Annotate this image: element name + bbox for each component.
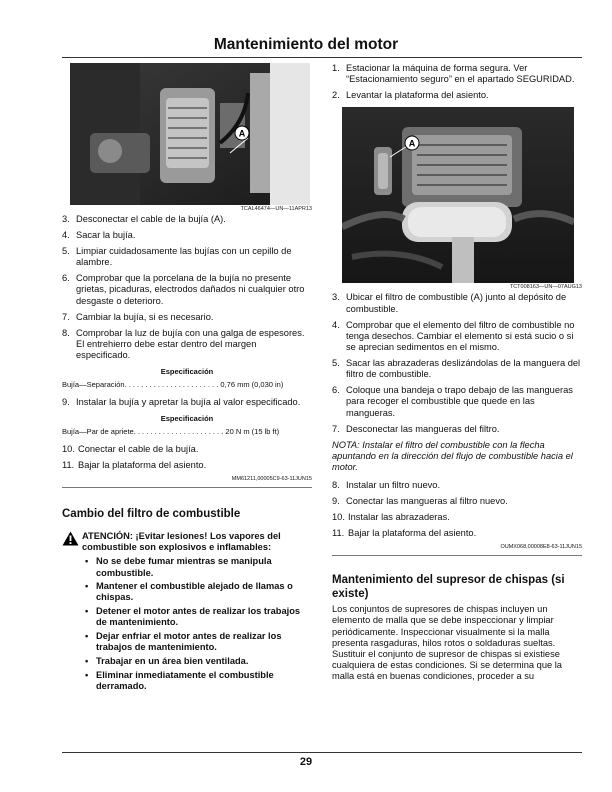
note-text: NOTA: Instalar el filtro del combustible con la flecha apuntando en la dirección del flujo de combustible hacia el motor. [332,439,573,473]
steps-list [62,444,312,471]
steps-list [332,63,582,101]
list-item: 2. Levantar la plataforma del asiento. [332,90,489,101]
list-item: 11. Bajar la plataforma del asiento. [62,460,207,471]
spec-row-gap: Bujía—Separación. . . . . . . . . . . . . . . . . . . . . . . 0,76 mm (0,030 in) [62,380,284,390]
list-item: 5. Limpiar cuidadosamente las bujías con un cepillo de alambre. [62,246,292,268]
list-item: • Trabajar en un área bien ventilada. [85,655,249,666]
page-number: 29 [299,756,313,768]
reference-code: MM61211,00005C9-63-11JUN15 [231,476,312,483]
list-item: 4. Sacar la bujía. [62,230,136,240]
body-paragraph: Los conjuntos de supresores de chispas incluyen un elemento de malla que se debe inspeccionar y limpiar periódicamente. Inspeccionar visualmente si la malla presenta rasgaduras, hilos rotos o soldaduras sueltas. Sustituir el conjunto de supresor de chispas si existiese cualquiera de estas condiciones. Si se determina que la malla está en buenas condiciones, proceder a su [332,604,562,682]
list-item: 5. Sacar las abrazaderas deslizándolas de la manguera del filtro de combustible. [332,358,581,380]
left-column [62,63,312,695]
list-item: 7. Desconectar las mangueras del filtro. [332,423,500,434]
footer-rule [62,752,582,753]
page-title: Mantenimiento del motor [213,36,399,53]
list-item: 9. Instalar la bujía y apretar la bujía al valor especificado. [62,397,301,408]
list-item: 1. Estacionar la máquina de forma segura. Ver “Estacionamiento seguro” en el apartado SEGURIDAD. [332,63,575,85]
fuel-filter-photo [342,107,574,283]
section-title-fuel-filter: Cambio del filtro de combustible [62,508,241,521]
svg-text:A: A [408,138,416,149]
warning-heading: ATENCIÓN: ¡Evitar lesiones! Los vapores del combustible son explosivos e inflamables: [82,530,281,553]
header-rule [62,57,582,58]
list-item: • Dejar enfriar el motor antes de realizar los trabajos de mantenimiento. [85,631,282,653]
list-item: 3. Desconectar el cable de la bujía (A). [62,214,226,224]
steps-list [332,292,582,434]
steps-list [332,480,582,539]
list-item: 11. Bajar la plataforma del asiento. [332,528,477,539]
spark-plug-photo [70,63,310,205]
list-item: • No se debe fumar mientras se manipula combustible. [85,556,272,578]
list-item: 10. Instalar las abrazaderas. [332,512,450,523]
list-item: • Detener el motor antes de realizar los trabajos de mantenimiento. [85,606,301,628]
section-divider [332,555,582,556]
list-item: 8. Comprobar la luz de bujía con una galga de espesores. El entrehierro debe estar dentro del margen especificado. [62,327,305,361]
photo-caption: TCAL46474—UN—11APR13 [240,206,312,212]
spec-row-torque: Bujía—Par de apriete. . . . . . . . . . . . . . . . . . . . . . 20 N m (15 lb ft) [62,427,280,437]
engine-photo-illustration [342,107,574,283]
steps-list [62,214,312,361]
list-item: 8. Instalar un filtro nuevo. [332,480,441,491]
list-item: 9. Conectar las mangueras al filtro nuevo. [332,496,508,507]
reference-code: OUMX068,00008E8-63-11JUN15 [500,544,582,551]
warning-triangle-icon [62,531,82,695]
engine-photo-illustration [70,63,310,205]
steps-list [62,397,312,408]
section-divider [62,487,312,488]
list-item: 10. Conectar el cable de la bujía. [62,444,199,455]
warning-bullets [82,556,312,692]
list-item: 6. Comprobar que la porcelana de la bujía no presente grietas, picaduras, electrodos dañados ni cualquier otro desgaste o deterioro. [62,273,305,306]
spec-heading: Especificación [160,414,214,424]
photo-caption: TCT008163—UN—07AUG13 [509,284,582,291]
list-item: • Mantener el combustible alejado de llamas o chispas. [85,581,293,603]
warning-block [62,531,312,695]
list-item: 3. Ubicar el filtro de combustible (A) junto al depósito de combustible. [332,292,567,314]
list-item: 7. Cambiar la bujía, si es necesario. [62,311,214,322]
list-item: 4. Comprobar que el elemento del filtro de combustible no tenga desechos. Cambiar el elemento si está sucio o si se aprecian sedimentos en el mismo. [332,319,575,353]
svg-text:A: A [238,128,246,139]
section-title-spark-arrester: Mantenimiento del supresor de chispas (si existe) [332,574,565,600]
spec-heading: Especificación [160,367,214,377]
list-item: 6. Coloque una bandeja o trapo debajo de las mangueras para recoger el combustible que quede en las mangueras. [332,385,573,418]
list-item: • Eliminar inmediatamente el combustible derramado. [85,669,274,691]
right-column [332,63,582,683]
